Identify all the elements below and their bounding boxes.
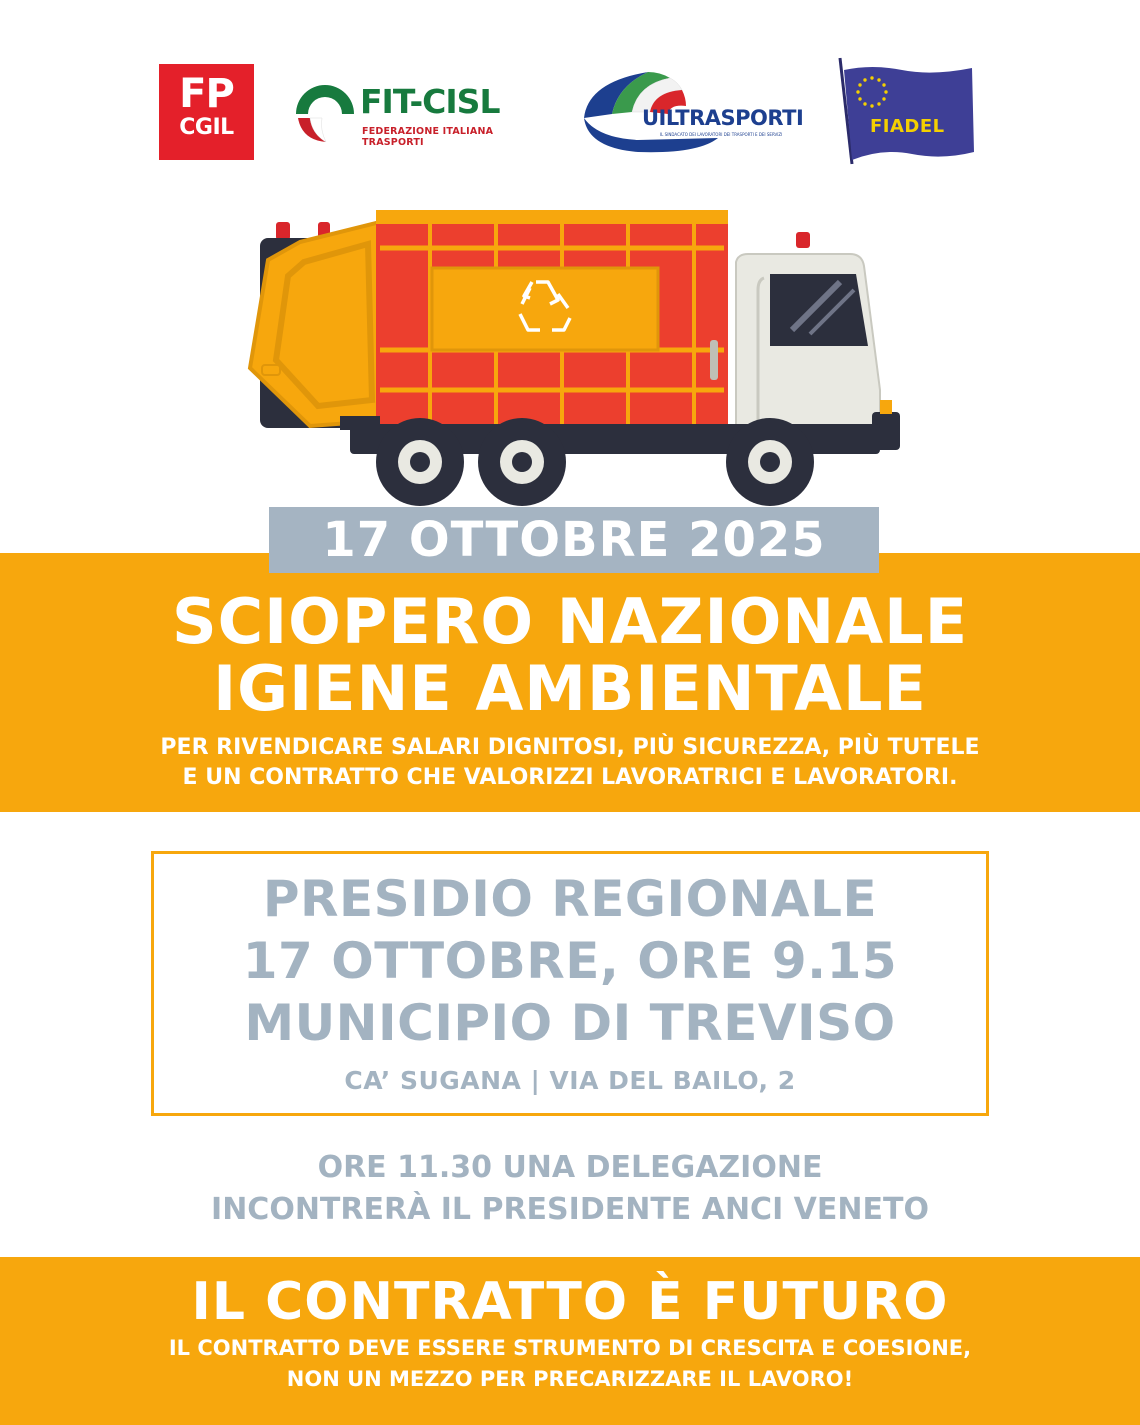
delegation-line2: INCONTRERÀ IL PRESIDENTE ANCI VENETO xyxy=(211,1192,929,1227)
date-badge-text: 17 OTTOBRE 2025 xyxy=(322,512,826,568)
fit-cisl-emblem-icon xyxy=(292,84,358,144)
headline-line1: SCIOPERO NAZIONALE xyxy=(171,585,969,658)
uiltrasporti-subtitle: IL SINDACATO DEI LAVORATORI DEI TRASPORTI E DEI SERVIZI xyxy=(660,132,783,137)
footer-title: IL CONTRATTO È FUTURO xyxy=(191,1272,949,1332)
fit-cisl-subtitle: FEDERAZIONE ITALIANA TRASPORTI xyxy=(362,126,494,148)
headline-line2: IGIENE AMBIENTALE xyxy=(213,652,927,725)
fiadel-name: FIADEL xyxy=(870,116,945,137)
presidio-line2: 17 OTTOBRE, ORE 9.15 xyxy=(242,932,898,990)
fp-cgil-logo-line1: FP xyxy=(179,71,234,117)
uiltrasporti-name: UILTRASPORTI xyxy=(642,106,804,130)
headline-sub1: PER RIVENDICARE SALARI DIGNITOSI, PIÙ SICUREZZA, PIÙ TUTELE xyxy=(160,735,980,760)
garbage-truck-icon xyxy=(240,200,910,510)
uiltrasporti-logo xyxy=(578,68,808,156)
fp-cgil-logo-line2: CGIL xyxy=(179,115,234,140)
presidio-line1: PRESIDIO REGIONALE xyxy=(262,870,878,928)
presidio-address: CA’ SUGANA | VIA DEL BAILO, 2 xyxy=(344,1066,796,1095)
fit-cisl-name: FIT-CISL xyxy=(360,82,500,121)
date-badge xyxy=(269,507,879,573)
garbage-truck-illustration xyxy=(240,200,910,510)
delegation-line1: ORE 11.30 UNA DELEGAZIONE xyxy=(317,1150,823,1185)
headline-sub2: E UN CONTRATTO CHE VALORIZZI LAVORATRICI E LAVORATORI. xyxy=(182,765,958,790)
fiadel-logo xyxy=(832,56,982,166)
presidio-box xyxy=(151,851,989,1116)
footer-sub2: NON UN MEZZO PER PRECARIZZARE IL LAVORO! xyxy=(286,1367,854,1391)
eu-flag-icon xyxy=(832,56,982,166)
footer-sub1: IL CONTRATTO DEVE ESSERE STRUMENTO DI CRESCITA E COESIONE, xyxy=(168,1336,972,1360)
presidio-line3: MUNICIPIO DI TREVISO xyxy=(244,994,896,1052)
fit-cisl-logo xyxy=(292,82,542,146)
fp-cgil-logo xyxy=(159,64,254,160)
